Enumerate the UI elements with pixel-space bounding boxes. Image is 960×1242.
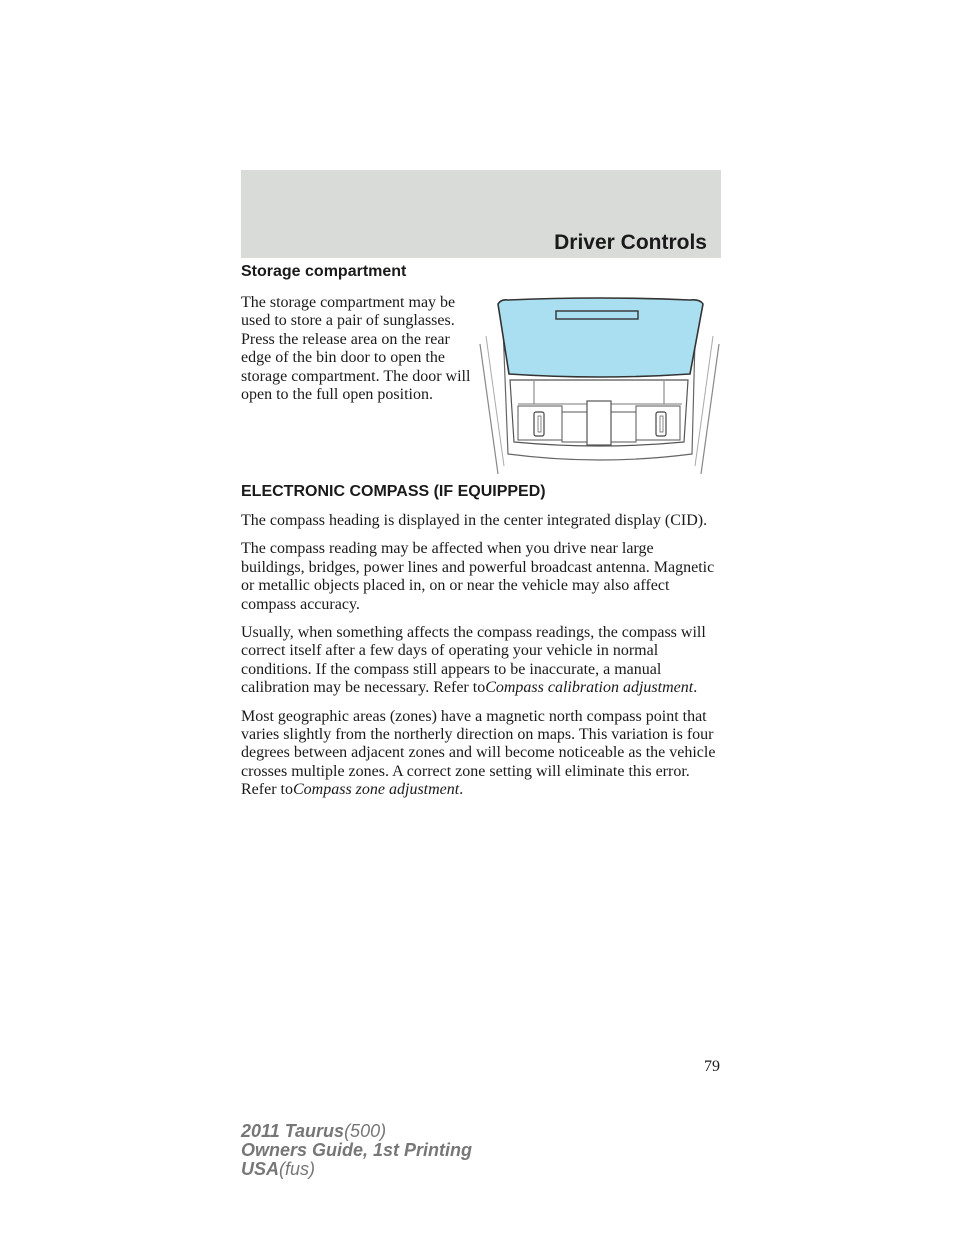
compass-section <box>241 482 721 810</box>
zone-reference: Compass zone adjustment <box>292 781 460 799</box>
compass-paragraph-3-text: Usually, when something affects the compass readings, the compass will correct itself after a few days of operating your vehicle in normal conditions. If the compass still appears to be inaccurate, a manual calibration may be necessary. Refer to <box>241 624 706 697</box>
footer <box>241 1122 472 1179</box>
page-content <box>241 262 721 799</box>
storage-heading: Storage compartment <box>241 263 407 280</box>
release-area <box>556 311 638 319</box>
compass-paragraph-2: The compass reading may be affected when you drive near large buildings, bridges, power lines and powerful broadcast antenna. Magnetic or metallic objects placed in, on or near the vehicle may also affect compass accuracy. <box>241 540 715 613</box>
footer-region-line: USA(fus) <box>241 1159 316 1179</box>
footer-guide-line: Owners Guide, 1st Printing <box>241 1140 473 1160</box>
calibration-reference: Compass calibration adjustment <box>485 679 694 697</box>
storage-compartment-illustration <box>478 294 721 474</box>
header-band <box>241 170 721 258</box>
compass-paragraph-1: The compass heading is displayed in the center integrated display (CID). <box>241 512 708 529</box>
compass-paragraph-4-text: Most geographic areas (zones) have a magnetic north compass point that varies slightly from the northerly direction on maps. This variation is four degrees between adjacent zones and will become noticeable as the vehicle crosses multiple zones. A correct zone setting will eliminate this error. Refer to <box>241 707 716 799</box>
bin-door <box>498 298 703 377</box>
page-number: 79 <box>704 1058 720 1075</box>
footer-model-line: 2011 Taurus(500) <box>241 1121 387 1141</box>
compass-paragraph-3: Usually, when something affects the compass readings, the compass will correct itself after a few days of operating your vehicle in normal conditions. If the compass still appears to be inaccurate, a manual calibration may be necessary. Refer toCompass calibration adjustment. <box>241 624 706 697</box>
page-section-title: Driver Controls <box>554 231 707 254</box>
storage-description: The storage compartment may be used to store a pair of sunglasses. Press the release area on the rear edge of the bin door to open the storage compartment. The door will open to the full open position. <box>241 294 471 404</box>
compass-paragraph-4: Most geographic areas (zones) have a magnetic north compass point that varies slightly from the northerly direction on maps. This variation is four degrees between adjacent zones and will become noticeable as the vehicle crosses multiple zones. A correct zone setting will eliminate this error. Refer toCompass zone adjustment. <box>241 707 716 799</box>
compass-heading: ELECTRONIC COMPASS (IF EQUIPPED) <box>241 483 546 500</box>
